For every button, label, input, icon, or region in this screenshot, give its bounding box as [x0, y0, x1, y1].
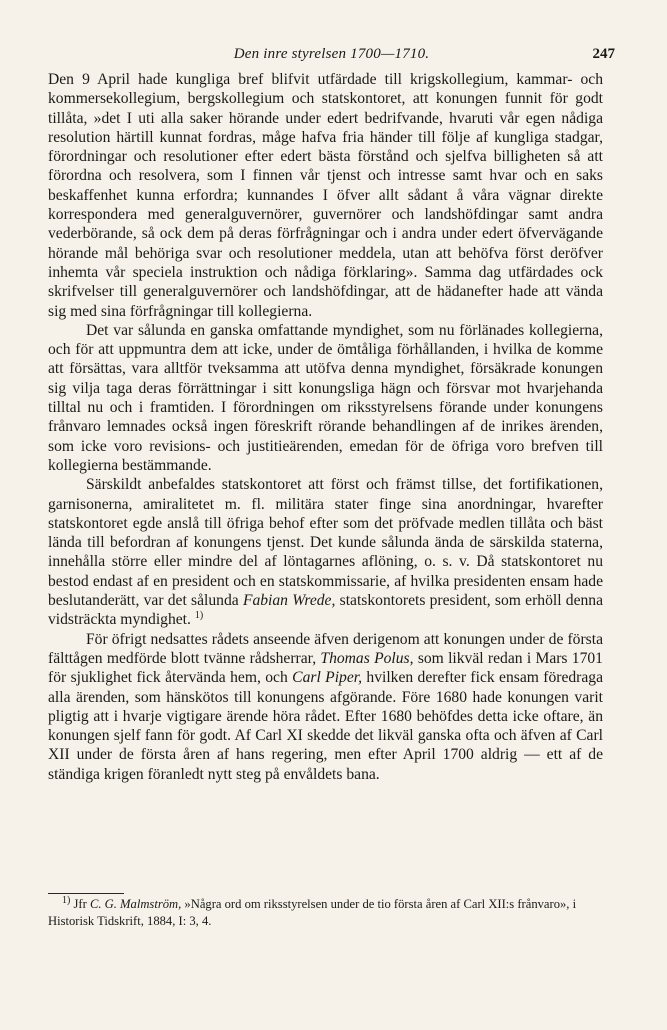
paragraph-4 — [48, 630, 603, 784]
paragraph-3-text-b: statskontorets president, som erhöll denna vidsträckta myndighet. — [48, 592, 604, 629]
footnote-ref: Jfr — [73, 897, 87, 911]
paragraph-4-text-c: hvilken derefter fick ensam föredraga alla ärenden, som hänskötos till konungens afgörande. Före 1680 hade konungen varit pligtig att i hvarje vigtigare ärende höra rådet. Efter 1680 behöfdes detta icke oftare, än konungen sjelf fann för godt. Af Carl XI skedde det likväl ganska ofta och äfven af Carl XII under de första åren af hans regering, men efter April 1700 aldrig — ett af de ständiga krigen föranledt nytt steg på envåldets bana. — [48, 669, 604, 783]
footnote-text: »Några ord om riksstyrelsen under de tio första åren af Carl XII:s frånvaro», i Historisk Tidskrift, 1884, I: 3, 4. — [48, 897, 577, 928]
paragraph-3 — [48, 475, 603, 629]
name-thomas-polus: Thomas Polus, — [320, 649, 414, 667]
name-carl-piper: Carl Piper, — [292, 669, 362, 687]
running-head — [48, 46, 615, 66]
footnote-author: C. G. Malmström, — [89, 897, 182, 911]
footnote — [48, 896, 608, 930]
paragraph-3-text-a: Särskildt anbefaldes statskontoret att först och främst tillse, det fortifikationen, garnisonerna, amiralitetet m. fl. militära stater finge sina anordningar, hvarefter statskontoret egde anslå till öfriga behof efter som det pröfvade medlen tillåta och bäst lända till befordran af konungens tjenst. Det kunde sålunda ända de särskilda staterna, innehålla större eller mindre del af löntagarnes aflöning, o. s. v. Då statskontoret nu bestod endast af en president och en statskommissarie, af hvilka presidenten ensam hade beslutanderätt, var det sålunda — [48, 476, 603, 610]
paragraph-1: Den 9 April hade kungliga bref blifvit utfärdade till krigskollegium, kammar- och kommersekollegium, bergskollegium och statskontoret, att konungen funnit för godt tillåta, »det I uti alla saker hörande under edert bedrifvande, hvaruti vår egen nådiga resolution härtill kunnat fordras, måge hafva fria händer till följe af kungliga stadgar, förordningar och resolutioner efter edert bästa förstånd och sjelfva billigheten så att förordna och resolvera, som I finnen vår tjenst och intresse samt hvar och en saks beskaffenhet kunna erfordra; kunnandes I öfver allt sådant å våra vägnar direkte korrespondera med generalguvernörer, guvernörer och landshöfdingar samt andra vederbörande, så ock dem på deras förfrågningar och i andra under edert öfvervägande hörande mål behöriga svar och resolutioner meddela, utan att behöfva först deröfver inhemta vår speciela instruktion och nådiga förklaring». Samma dag utfärdades ock skrifvelser till generalguvernörer och landshöfdingar, att de hädanefter hade att vända sig med sina förfrågningar till kollegierna. — [48, 71, 603, 320]
paragraph-4-text-a: För öfrigt nedsattes rådets anseende äfven derigenom att konungen under de första fälttågen medförde blott tvänne rådsherrar, — [48, 630, 603, 667]
paragraph-4-text-b: som likväl redan i Mars 1701 för sjuklighet fick återvända hem, och — [48, 649, 603, 687]
body-text — [48, 70, 603, 784]
footnote-divider — [48, 893, 124, 894]
footnote-marker: 1) — [62, 894, 71, 906]
name-fabian-wrede: Fabian Wrede, — [242, 592, 336, 610]
footnote-reference: 1) — [194, 610, 204, 622]
running-title: Den inre styrelsen 1700—1710. — [233, 46, 430, 62]
page-number: 247 — [592, 46, 615, 62]
paragraph-2: Det var sålunda en ganska omfattande myndighet, som nu förlänades kollegierna, och för att uppmuntra dem att icke, under de ömtåliga förhållanden, i hvilka de komme att försättas, vara alltför tveksamma att utöfva denna myndighet, försäkrade konungen sig vilja taga deras förrättningar i sitt konungsliga hägn och försvar mot hvarjehanda tilltal nu och i framtiden. I förordningen om riksstyrelsens förande under konungens frånvaro lemnades också ingen föreskrift rörande behandlingen af de inrikes ärenden, som icke voro revisions- och justitieärenden, emedan för de öfriga voro brefven till kollegierna bestämmande. — [48, 321, 603, 474]
